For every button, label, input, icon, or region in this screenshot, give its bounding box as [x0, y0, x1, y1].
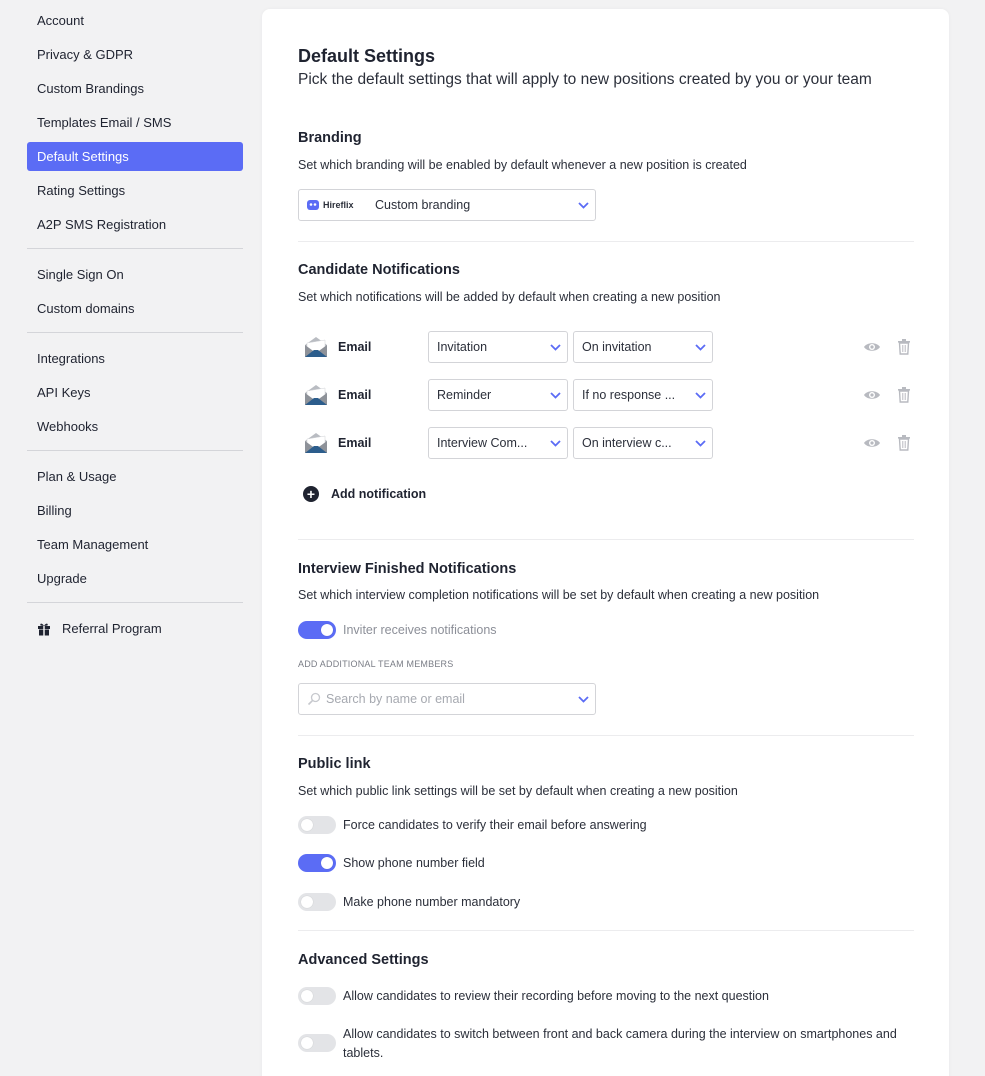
- sidebar-item-custom-brandings[interactable]: Custom Brandings: [37, 81, 144, 96]
- section-divider: [298, 241, 914, 242]
- notification-row: [298, 379, 914, 411]
- notification-channel-label: Email: [338, 340, 372, 354]
- search-placeholder: Search by name or email: [326, 692, 465, 706]
- advanced-toggle-row: [298, 987, 914, 1006]
- interview-finished-description: Set which interview completion notifications will be set by default when creating a new position: [298, 588, 820, 602]
- trash-icon[interactable]: [897, 386, 911, 403]
- candidate-notifications-title: Candidate Notifications: [298, 262, 460, 278]
- notification-trigger-select[interactable]: [573, 331, 713, 363]
- notification-template-select[interactable]: [428, 331, 568, 363]
- sidebar-item-label: Referral Program: [62, 621, 162, 636]
- sidebar-item-upgrade[interactable]: Upgrade: [37, 571, 87, 586]
- sidebar-item-webhooks[interactable]: Webhooks: [37, 419, 99, 434]
- sidebar-item-referral-program[interactable]: [27, 614, 243, 643]
- chevron-down-icon: [571, 202, 595, 209]
- sidebar-item-team-management[interactable]: Team Management: [37, 537, 149, 552]
- trigger-select-value: On invitation: [582, 340, 652, 354]
- team-members-label: ADD ADDITIONAL TEAM MEMBERS: [298, 659, 454, 669]
- sidebar-item-rating-settings[interactable]: Rating Settings: [37, 183, 126, 198]
- interview-finished-title: Interview Finished Notifications: [298, 561, 517, 577]
- page-subtitle: Pick the default settings that will apply to new positions created by you or your team: [298, 71, 872, 88]
- chevron-down-icon: [543, 344, 567, 351]
- inviter-notifications-label: Inviter receives notifications: [343, 623, 497, 637]
- show-phone-toggle[interactable]: [298, 854, 336, 872]
- gift-icon: [37, 622, 51, 636]
- eye-icon[interactable]: [863, 435, 881, 451]
- public-link-toggle-row: [298, 893, 914, 912]
- page-title: Default Settings: [298, 46, 436, 66]
- notification-channel-label: Email: [338, 436, 372, 450]
- chevron-down-icon: [571, 696, 595, 703]
- candidate-notifications-description: Set which notifications will be added by default when creating a new position: [298, 290, 721, 304]
- chevron-down-icon: [543, 440, 567, 447]
- verify-email-toggle[interactable]: [298, 816, 336, 834]
- public-link-title: Public link: [298, 756, 371, 772]
- notification-template-select[interactable]: [428, 379, 568, 411]
- public-link-toggle-row: [298, 854, 914, 873]
- sidebar-divider: [27, 332, 243, 333]
- trigger-select-value: If no response ...: [582, 388, 676, 402]
- notification-trigger-select[interactable]: [573, 427, 713, 459]
- notification-row: [298, 331, 914, 363]
- sidebar-divider: [27, 248, 243, 249]
- sidebar-divider: [27, 450, 243, 451]
- advanced-toggle-row: [298, 1025, 914, 1063]
- hireflix-logo: [299, 200, 375, 210]
- chevron-down-icon: [688, 392, 712, 399]
- sidebar-item-templates[interactable]: Templates Email / SMS: [37, 115, 172, 130]
- sidebar-item-plan-usage[interactable]: Plan & Usage: [37, 469, 117, 484]
- branding-title: Branding: [298, 130, 362, 146]
- branding-select-value: Custom branding: [375, 198, 471, 212]
- add-notification-button[interactable]: [303, 486, 426, 502]
- inviter-notifications-row: [298, 621, 914, 640]
- email-envelope-icon: [303, 382, 329, 408]
- default-settings-panel: [262, 9, 949, 1076]
- sidebar-item-integrations[interactable]: Integrations: [37, 351, 105, 366]
- review-recording-label: Allow candidates to review their recording before moving to the next question: [343, 989, 769, 1003]
- section-divider: [298, 930, 914, 931]
- switch-camera-label: Allow candidates to switch between front and back camera during the interview on smartphones and tablets.: [343, 1027, 897, 1060]
- eye-icon[interactable]: [863, 387, 881, 403]
- section-divider: [298, 539, 914, 540]
- verify-email-label: Force candidates to verify their email before answering: [343, 818, 647, 832]
- chevron-down-icon: [543, 392, 567, 399]
- inviter-notifications-toggle[interactable]: [298, 621, 336, 639]
- review-recording-toggle[interactable]: [298, 987, 336, 1005]
- email-envelope-icon: [303, 334, 329, 360]
- chevron-down-icon: [688, 344, 712, 351]
- show-phone-label: Show phone number field: [343, 856, 485, 870]
- public-link-description: Set which public link settings will be set by default when creating a new position: [298, 784, 738, 798]
- sidebar-item-sso[interactable]: Single Sign On: [37, 267, 124, 282]
- sidebar-item-privacy-gdpr[interactable]: Privacy & GDPR: [37, 47, 134, 62]
- template-select-value: Reminder: [437, 388, 492, 402]
- switch-camera-toggle[interactable]: [298, 1034, 336, 1052]
- public-link-toggle-row: [298, 816, 914, 835]
- sidebar-item-account[interactable]: Account: [37, 13, 84, 28]
- branding-description: Set which branding will be enabled by default whenever a new position is created: [298, 158, 747, 172]
- hireflix-logo-icon: [307, 200, 319, 210]
- plus-circle-icon: +: [303, 486, 319, 502]
- notification-row: [298, 427, 914, 459]
- advanced-settings-title: Advanced Settings: [298, 952, 429, 968]
- sidebar-item-a2p-sms[interactable]: A2P SMS Registration: [37, 217, 167, 232]
- trash-icon[interactable]: [897, 338, 911, 355]
- trigger-select-value: On interview c...: [582, 436, 672, 450]
- eye-icon[interactable]: [863, 339, 881, 355]
- template-select-value: Interview Com...: [437, 436, 528, 450]
- notification-template-select[interactable]: [428, 427, 568, 459]
- sidebar-item-custom-domains[interactable]: Custom domains: [37, 301, 135, 316]
- phone-mandatory-toggle[interactable]: [298, 893, 336, 911]
- settings-sidebar: [27, 6, 243, 648]
- email-envelope-icon: [303, 430, 329, 456]
- section-divider: [298, 735, 914, 736]
- add-notification-label: Add notification: [331, 487, 427, 501]
- branding-select[interactable]: [298, 189, 596, 221]
- team-member-search-input[interactable]: [298, 683, 596, 715]
- hireflix-logo-text: Hireflix: [323, 200, 354, 210]
- sidebar-item-default-settings[interactable]: Default Settings: [27, 142, 243, 171]
- chevron-down-icon: [688, 440, 712, 447]
- phone-mandatory-label: Make phone number mandatory: [343, 895, 521, 909]
- trash-icon[interactable]: [897, 434, 911, 451]
- sidebar-divider: [27, 602, 243, 603]
- search-icon: [307, 692, 321, 706]
- template-select-value: Invitation: [437, 340, 488, 354]
- sidebar-item-billing[interactable]: Billing: [37, 503, 72, 518]
- notification-channel-label: Email: [338, 388, 372, 402]
- notification-trigger-select[interactable]: [573, 379, 713, 411]
- sidebar-item-api-keys[interactable]: API Keys: [37, 385, 91, 400]
